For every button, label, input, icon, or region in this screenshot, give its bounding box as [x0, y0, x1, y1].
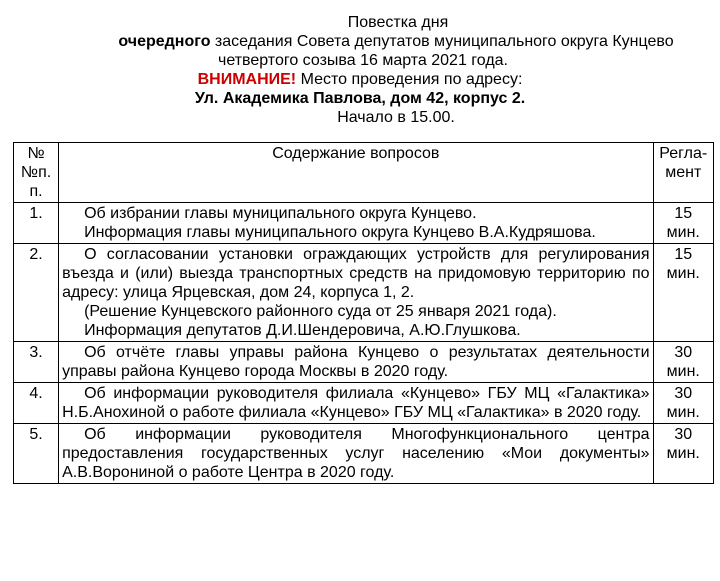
item-paragraph: Об избрании главы муниципального округа Кунцево.: [84, 205, 477, 222]
item-paragraph: Об информации руководителя филиала «Кунцево» ГБУ МЦ «Галактика» Н.Б.Анохиной о работе филиала «Кунцево» ГБУ МЦ «Галактика» в 2020 году.: [62, 385, 650, 421]
table-header-row: [14, 143, 714, 203]
start-time: Начало в 15.00.: [337, 109, 455, 126]
table-row: [14, 342, 714, 383]
item-content: [59, 342, 653, 383]
item-content: [59, 383, 653, 424]
item-paragraph: Информация главы муниципального округа Кунцево В.А.Кудряшова.: [84, 224, 596, 241]
column-header-content: Содержание вопросов: [59, 143, 653, 203]
item-paragraph: Об отчёте главы управы района Кунцево о результатах деятельности управы района Кунцево города Москвы в 2020 году.: [62, 344, 650, 380]
item-reglament-text: 15 мин.: [666, 205, 700, 241]
meeting-description: [0, 32, 720, 51]
column-header-reglament: [653, 143, 713, 203]
item-reglament-text: 30 мин.: [666, 426, 700, 462]
agenda-table: [13, 142, 714, 484]
table-row: [14, 424, 714, 484]
item-reglament-text: 15 мин.: [666, 246, 700, 282]
item-number: 5.: [14, 424, 59, 484]
meeting-type-bold: очередного: [118, 33, 211, 50]
agenda-body: [14, 203, 714, 484]
table-row: [14, 244, 714, 342]
column-header-number: [14, 143, 59, 203]
agenda-title: Повестка дня: [347, 14, 449, 31]
item-reglament: [653, 342, 713, 383]
item-content: [59, 244, 653, 342]
venue-notice: [0, 70, 720, 89]
venue-address: Ул. Академика Павлова, дом 42, корпус 2.: [194, 90, 526, 107]
item-paragraph: Об информации руководителя Многофункционального центра предоставления государственных услуг населению «Мои документы» А.В.Ворониной о работе Центра в 2020 году.: [62, 426, 650, 481]
item-content: [59, 203, 653, 244]
item-reglament-text: 30 мин.: [666, 344, 700, 380]
venue-notice-text: Место проведения по адресу:: [296, 71, 523, 88]
item-number: 3.: [14, 342, 59, 383]
column-header-number-text: № №п. п.: [20, 145, 52, 200]
table-row: [14, 203, 714, 244]
column-header-reglament-text: Регла-мент: [659, 145, 708, 181]
attention-label: ВНИМАНИЕ!: [197, 71, 297, 88]
item-content: [59, 424, 653, 484]
item-paragraph: (Решение Кунцевского районного суда от 25 января 2021 года).: [84, 303, 557, 320]
item-reglament: [653, 383, 713, 424]
table-row: [14, 383, 714, 424]
item-reglament: [653, 424, 713, 484]
item-paragraph: О согласовании установки ограждающих устройств для регулирования въезда и (или) выезда транспортных средств на придомовую территорию по адресу: улица Ярцевская, дом 24, корпуса 1, 2.: [62, 246, 650, 301]
item-reglament: [653, 203, 713, 244]
item-number: 2.: [14, 244, 59, 342]
meeting-date: четвертого созыва 16 марта 2021 года.: [218, 52, 508, 69]
item-reglament: [653, 244, 713, 342]
item-paragraph: Информация депутатов Д.И.Шендеровича, А.Ю.Глушкова.: [84, 322, 521, 339]
item-reglament-text: 30 мин.: [666, 385, 700, 421]
item-number: 4.: [14, 383, 59, 424]
meeting-description-rest: заседания Совета депутатов муниципального округа Кунцево: [210, 33, 674, 50]
agenda-header: [0, 13, 720, 127]
item-number: 1.: [14, 203, 59, 244]
